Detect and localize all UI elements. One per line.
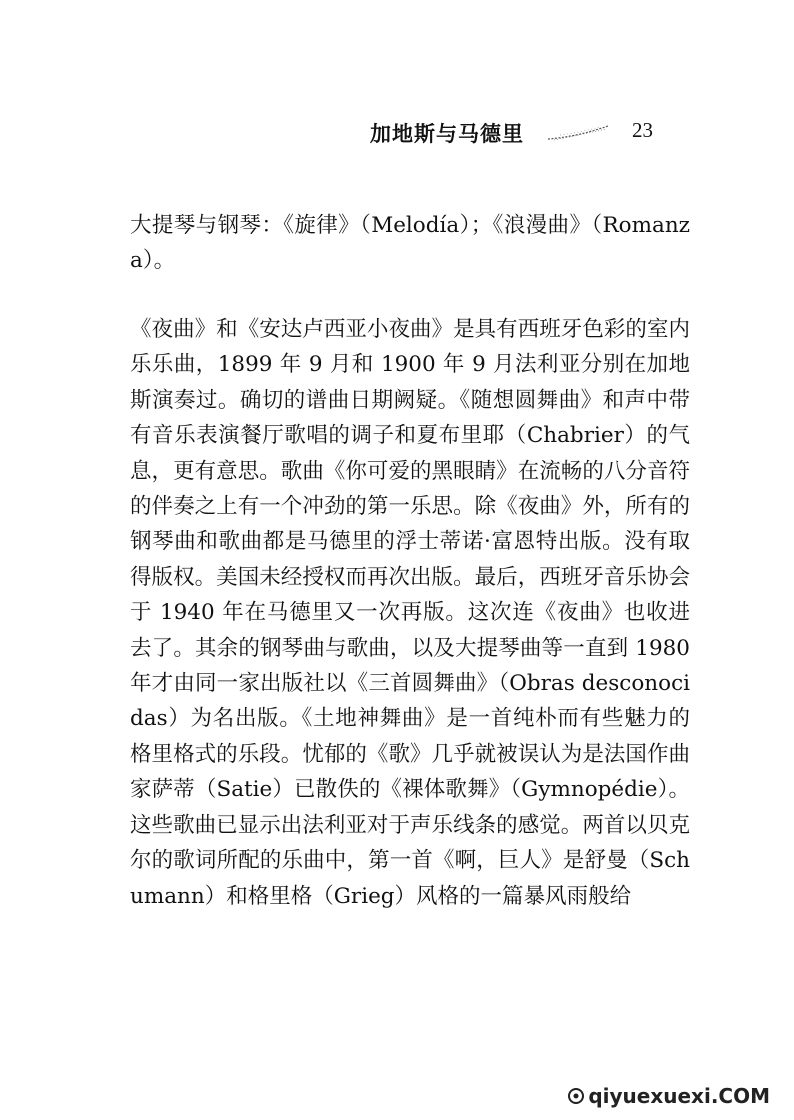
running-header-title: 加地斯与马德里 <box>370 121 524 146</box>
paragraph: 大提琴与钢琴：《旋律》（Melodía）；《浪漫曲》（Romanza）。 <box>130 213 690 274</box>
watermark <box>568 1084 770 1108</box>
watermark-text: qiyuexuexi.COM <box>588 1084 770 1108</box>
header-ornament-icon <box>546 123 610 143</box>
watermark-logo-icon <box>568 1088 584 1104</box>
running-header <box>370 118 670 152</box>
paragraph: 《夜曲》和《安达卢西亚小夜曲》是具有西班牙色彩的室内乐乐曲，1899 年 9 月和 1900 年 9 月法利亚分别在加地斯演奏过。确切的谱曲日期阙疑。《随想圆舞曲》和声中带有音乐表演餐厅歌唱的调子和夏布里耶（Chabrier）的气息，更有意思。歌曲《你可爱的黑眼睛》在流畅的八分音符的伴奏之上有一个冲劲的第一乐思。除《夜曲》外，所有的钢琴曲和歌曲都是马德里的浮士蒂诺·富恩特出版。没有取得版权。美国未经授权而再次出版。最后，西班牙音乐协会于 1940 年在马德里又一次再版。这次连《夜曲》也收进去了。其余的钢琴曲与歌曲，以及大提琴曲等一直到 1980 年才由同一家出版社以《三首圆舞曲》（Obras desconocidas）为名出版。《土地神舞曲》是一首纯朴而有些魅力的格里格式的乐段。忧郁的《歌》几乎就被误认为是法国作曲家萨蒂（Satie）已散佚的《裸体歌舞》（Gymnopédie）。这些歌曲已显示出法利亚对于声乐线条的感觉。两首以贝克尔的歌词所配的乐曲中，第一首《啊，巨人》是舒曼（Schumann）和格里格（Grieg）风格的一篇暴风雨般给 <box>130 317 690 909</box>
page-number: 23 <box>632 118 653 142</box>
